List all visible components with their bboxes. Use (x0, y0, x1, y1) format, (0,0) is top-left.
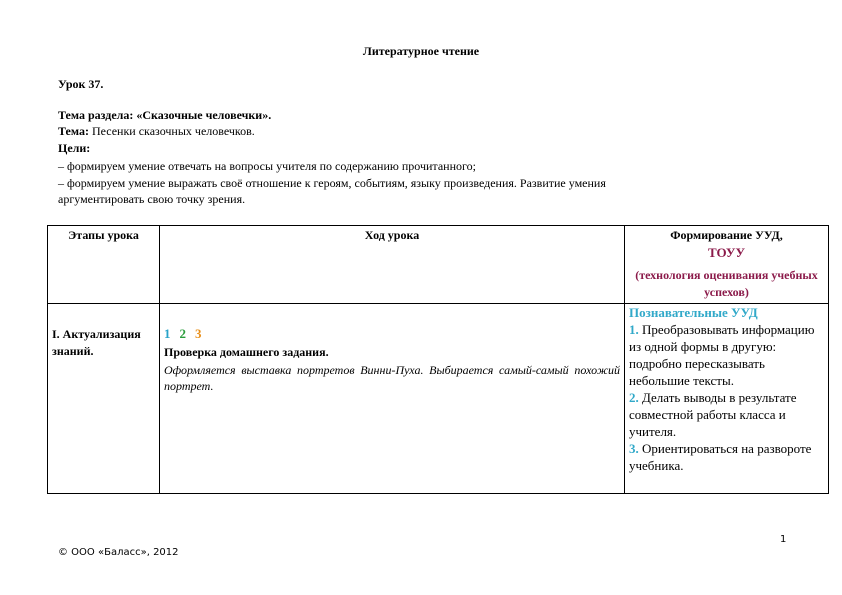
marker-3: 3 (195, 326, 202, 341)
header-touu: ТОУУ (708, 245, 745, 260)
uud-item-3: 3. Ориентироваться на развороте учебника. (629, 441, 812, 473)
header-touu-full: (технология оценивания учебных успехов) (635, 268, 818, 299)
topic-section-line (58, 108, 271, 123)
topic-line (58, 124, 255, 139)
goal-2a: – формируем умение выражать своё отношение к героям, событиям, языку произведения. Развитие умения (58, 176, 606, 190)
header-stages: Этапы урока (48, 226, 160, 304)
goal-2b: аргументировать свою точку зрения. (58, 192, 246, 206)
page-number: 1 (780, 534, 787, 545)
header-course: Ход урока (160, 226, 625, 304)
document-title: Литературное чтение (362, 44, 480, 58)
marker-1: 1 (164, 326, 171, 341)
stage-cell (48, 304, 160, 494)
uud-title: Познавательные УУД (629, 305, 758, 320)
lesson-table (47, 225, 829, 494)
topic-label: Тема: (58, 124, 89, 138)
table-header-row (48, 226, 829, 304)
goals-label: Цели: (58, 141, 91, 155)
numbered-markers (164, 326, 620, 342)
table-row (48, 304, 829, 494)
uud-item-2: 2. Делать выводы в результате совместной работы класса и учителя. (629, 390, 797, 439)
uud-cell (625, 304, 829, 494)
header-uud (625, 226, 829, 304)
course-cell (160, 304, 625, 494)
check-title: Проверка домашнего задания. (164, 345, 329, 359)
stage-label: I. Актуализация знаний. (52, 327, 141, 358)
marker-2: 2 (179, 326, 186, 341)
header-uud-label: Формирование УУД, (670, 228, 783, 242)
check-text: Оформляется выставка портретов Винни-Пуха. Выбирается самый-самый похожий портрет. (164, 363, 620, 393)
topic-value: Песенки сказочных человечков. (91, 124, 255, 138)
lesson-number: Урок 37. (58, 77, 104, 91)
goal-1: – формируем умение отвечать на вопросы учителя по содержанию прочитанного; (58, 159, 476, 173)
copyright-footer: © ООО «Баласс», 2012 (58, 547, 179, 558)
topic-section-label: Тема раздела: (58, 108, 134, 122)
topic-section-value: «Сказочные человечки». (136, 108, 272, 122)
uud-item-1: 1. Преобразовывать информацию из одной формы в другую: подробно пересказывать небольшие тексты. (629, 322, 815, 388)
